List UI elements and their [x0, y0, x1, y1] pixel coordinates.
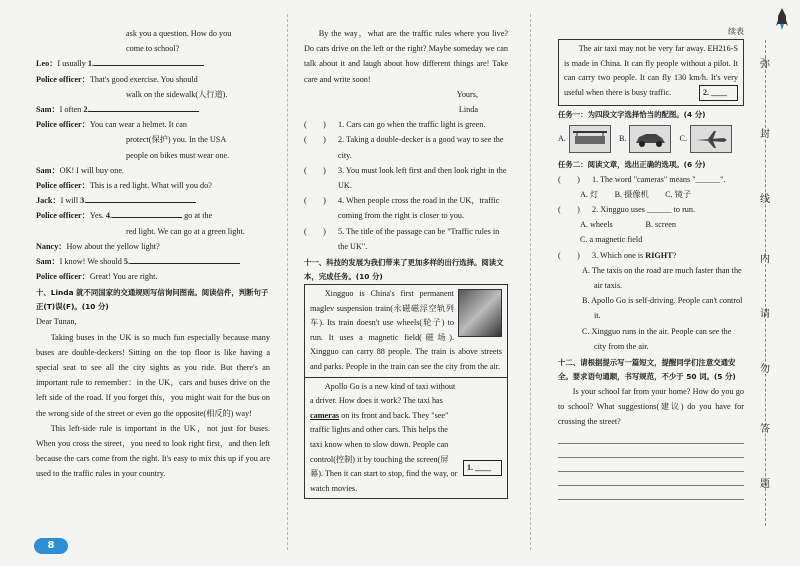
letter-signature: Linda	[458, 105, 478, 115]
page-number: 8	[34, 538, 68, 554]
tf-question: ( ) 5. The title of the passage can be "Traffic rules in the UK".	[304, 224, 508, 254]
dialog	[36, 56, 270, 284]
speaker-name: Leo：	[36, 59, 58, 69]
maglev-train-image	[458, 289, 502, 337]
picture-options	[558, 122, 744, 156]
writing-prompt: Is your school far from your home? How do you go to school? What suggestions(建议) do you have for crossing the street?	[558, 387, 744, 427]
tf-question: ( ) 1. Cars can go when the traffic light is green.	[304, 117, 508, 132]
speaker-name: Sam：	[36, 257, 60, 267]
seal-char: 答	[760, 424, 770, 435]
tf-question: ( ) 3. You must look left first and then look right in the UK.	[304, 163, 508, 193]
right-column	[558, 28, 744, 500]
dialog-line: Sam： OK! I will buy one.	[36, 163, 270, 178]
picture-option-b[interactable]: B.	[619, 125, 672, 153]
seal-char: 弥	[760, 59, 770, 70]
left-column	[36, 26, 270, 482]
task-1-title: 任务一：为四段文字选择恰当的配图。(4 分)	[558, 109, 706, 119]
dialog-continuation: ask you a question. How do you come to school?	[126, 29, 232, 54]
true-false-questions	[304, 117, 508, 254]
answer-blank[interactable]	[94, 56, 204, 66]
seal-char: 勿	[760, 364, 770, 375]
answer-bracket[interactable]: ( )	[304, 226, 326, 236]
seal-char: 线	[760, 194, 770, 205]
dialog-line-cont: protect(保护) you. In the USA	[126, 135, 227, 145]
maglev-train-picture	[569, 125, 611, 153]
continued-label: 续表	[728, 27, 744, 36]
dialog-line: Nancy： How about the yellow light?	[36, 239, 270, 254]
speaker-name: Police officer：	[36, 74, 90, 84]
car-picture	[629, 125, 671, 153]
passage-xingguo: Xingguo is China's first permanent maglev suspension train(永磁磁浮空轨列车). Its train doesn't use wheels(轮子) to run. It uses a magnetic field(磁场). Xingguo can carry 88 people. The train is above streets and parks. People in the train can see the city from the air.	[304, 284, 508, 378]
speaker-name: Police officer：	[36, 272, 90, 282]
question-2: ( ) 2. Xingguo uses ______ to run.	[558, 204, 696, 214]
section-10-title: 十、Linda 就不同国家的交通规则写信询问图南。阅读信件，判断句子正(T)误(F)。(10 分)	[36, 288, 269, 312]
air-taxi-picture	[690, 125, 732, 153]
answer-blank[interactable]	[130, 254, 240, 264]
question-3: ( ) 3. Which one is RIGHT?	[558, 250, 677, 260]
answer-blank[interactable]	[112, 208, 182, 218]
score-box-1: 1. ____	[463, 460, 502, 476]
question-3-option-a[interactable]: A. The taxis on the road are much faster than the air taxis.	[582, 265, 742, 290]
dialog-line: Sam： I often 2.	[36, 102, 270, 117]
question-1: ( ) 1. The word "cameras" means "______".	[558, 174, 726, 184]
seal-char: 内	[760, 254, 770, 265]
dialog-line: Police officer： This is a red light. What will you do?	[36, 178, 270, 193]
passage-apollo-go: 1. ____ Apollo Go is a new kind of taxi without a driver. How does it work? The taxi has cameras on its front and back. They "see" traffic lights and other cars. This helps the taxi know when to slow down. People can control(控制) it by touching the screen(屏幕). Then it can start to stop, find the way, or watch movies.	[304, 378, 508, 500]
answer-blank[interactable]	[89, 102, 199, 112]
letter-paragraph-2: This left-side rule is important in the UK，not just for buses. When you cross the street，you need to look right first，and then left because the cars come from the right. It's easy to mix this up if you are used to the traffic rules in your country.	[36, 423, 270, 479]
answer-blank[interactable]	[86, 193, 196, 203]
seal-char: 题	[760, 479, 770, 490]
dialog-line: Police officer： That's good exercise. You should	[36, 72, 270, 87]
letter-paragraph-1: Taking buses in the UK is so much fun especially because many buses are double-deckers! Sitting on the top floor is like having a special seat to see all the city sights as you ride. But there's an important rule to remember：in the UK，cars and buses drive on the left side of the road. If you forget this，you might wait for the bus on the wrong side of the street or even go the opposite(相反的) way!	[36, 332, 270, 418]
answer-bracket[interactable]: ( )	[304, 120, 326, 130]
question-3-option-c[interactable]: C. Xingguo runs in the air. People can see the city from the air.	[582, 326, 732, 351]
speaker-name: Police officer：	[36, 120, 90, 130]
cameras-keyword: cameras	[310, 410, 340, 420]
dialog-line-cont: walk on the sidewalk(人行道).	[126, 89, 228, 99]
picture-option-c[interactable]: C.	[679, 125, 732, 153]
dialog-line-cont: people on bikes must wear one.	[126, 150, 230, 160]
speaker-name: Sam：	[36, 165, 60, 175]
answer-bracket[interactable]: ( )	[304, 196, 326, 206]
dialog-line: Jack： I will 3.	[36, 193, 270, 208]
tf-question: ( ) 4. When people cross the road in the UK，traffic coming from the right is closer to you.	[304, 193, 508, 223]
dialog-line: Police officer： Yes. 4. go at the	[36, 208, 270, 223]
answer-bracket[interactable]: ( )	[304, 135, 326, 145]
dialog-line: Sam： I know! We should 5.	[36, 254, 270, 269]
answer-bracket[interactable]: ( )	[304, 165, 326, 175]
letter-continuation: By the way，what are the traffic rules where you live? Do cars drive on the left or the right? Maybe someday we can talk about it and laugh about how different things are! Take care and write soon!	[304, 29, 508, 84]
task-2-title: 任务二：阅读文章，选出正确的选项。(6 分)	[558, 159, 706, 169]
speaker-name: Police officer：	[36, 181, 90, 191]
passage-air-taxi: The air taxi may not be very far away. EH216-S is made in China. It can fly people without a pilot. It can carry two people. It can fly 130 km/h. It's very useful when there is busy traffic. 2. ____	[558, 39, 744, 105]
question-1-options: A. 灯 B. 摄像机 C. 镜子	[580, 189, 692, 199]
column-divider	[530, 14, 531, 550]
speaker-name: Nancy：	[36, 241, 67, 251]
score-box-2: 2. ____	[699, 85, 738, 101]
picture-option-a[interactable]: A.	[558, 125, 611, 153]
question-3-option-b[interactable]: B. Apollo Go is self-driving. People can't control it.	[582, 296, 743, 321]
salutation: Dear Tunan,	[36, 317, 77, 327]
speaker-name: Sam：	[36, 105, 60, 115]
rocket-icon	[776, 8, 788, 30]
dialog-line: Leo： I usually 1.	[36, 56, 270, 71]
writing-lines[interactable]	[558, 430, 744, 500]
dialog-line: Police officer： Great! You are right.	[36, 269, 270, 284]
seal-char: 请	[760, 309, 770, 320]
question-2-option-c[interactable]: C. a magnetic field	[580, 235, 643, 245]
section-12-title: 十二、请根据提示写一篇短文，提醒同学们注意交通安全。要求语句通顺，书写规范，不少于 50 词。(5 分)	[558, 358, 736, 382]
letter-closing: Yours,	[456, 89, 478, 99]
column-divider	[287, 14, 288, 550]
seal-line	[765, 40, 766, 526]
tf-question: ( ) 2. Taking a double-decker is a good way to see the city.	[304, 132, 508, 162]
seal-char: 封	[760, 129, 770, 140]
question-2-options: A. wheels B. screen	[580, 220, 676, 230]
section-11-title: 十一、科技的发展为我们带来了更加多样的出行选择。阅读文本，完成任务。(10 分)	[304, 258, 504, 282]
dialog-line-cont: red light. We can go at a green light.	[126, 226, 245, 236]
speaker-name: Jack：	[36, 196, 61, 206]
speaker-name: Police officer：	[36, 211, 90, 221]
dialog-line: Police officer： You can wear a helmet. It can	[36, 117, 270, 132]
middle-column	[304, 26, 508, 499]
